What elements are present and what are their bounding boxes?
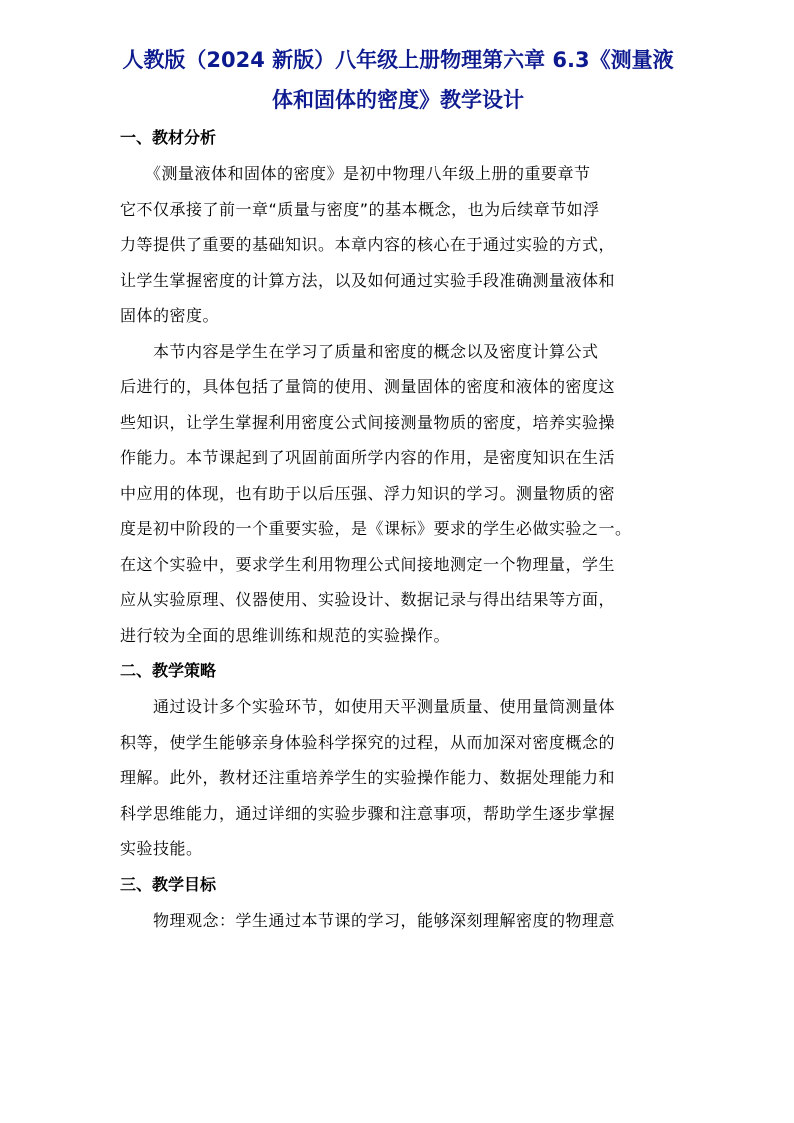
section-heading-teaching-strategy: 二、教学策略 (120, 661, 217, 680)
document-page (120, 40, 676, 938)
text-line: 本节内容是学生在学习了质量和密度的概念以及密度计算公式 (120, 341, 599, 361)
text-line: 它不仅承接了前一章“质量与密度”的基本概念，也为后续章节如浮 (120, 199, 600, 219)
text-line: 积等，使学生能够亲身体验科学探究的过程，从而加深对密度概念的 (120, 732, 616, 752)
text-line: 应从实验原理、仪器使用、实验设计、数据记录与得出结果等方面， (120, 590, 616, 609)
paragraph (120, 903, 676, 939)
text-line: 实验技能。 (120, 839, 203, 858)
paragraph (120, 334, 676, 654)
text-line: 在这个实验中，要求学生利用物理公式间接地测定一个物理量，学生 (120, 554, 616, 574)
text-line: 让学生掌握密度的计算方法，以及如何通过实验手段准确测量液体和 (120, 270, 616, 290)
text-line: 作能力。本节课起到了巩固前面所学内容的作用，是密度知识在生活 (120, 448, 616, 467)
section-heading-teaching-objectives: 三、教学目标 (120, 874, 217, 894)
title-line: 体和固体的密度》教学设计 (272, 88, 524, 112)
document-title (120, 40, 676, 120)
text-line: 力等提供了重要的基础知识。本章内容的核心在于通过实验的方式， (120, 235, 616, 254)
text-line: 理解。此外，教材还注重培养学生的实验操作能力、数据处理能力和 (120, 768, 616, 787)
paragraph (120, 689, 676, 867)
section-heading-textbook-analysis: 一、教材分析 (120, 128, 217, 147)
text-line: 度是初中阶段的一个重要实验，是《课标》要求的学生必做实验之一。 (120, 519, 632, 538)
title-line: 人教版（2024 新版）八年级上册物理第六章 6.3《测量液 (122, 48, 674, 72)
text-line: 固体的密度。 (120, 306, 220, 325)
text-line: 后进行的，具体包括了量筒的使用、测量固体的密度和液体的密度这 (120, 377, 616, 396)
text-line: 物理观念：学生通过本节课的学习，能够深刻理解密度的物理意 (120, 910, 616, 930)
text-line: 中应用的体现，也有助于以后压强、浮力知识的学习。测量物质的密 (120, 483, 616, 503)
text-line: 进行较为全面的思维训练和规范的实验操作。 (120, 625, 451, 645)
text-line: 科学思维能力，通过详细的实验步骤和注意事项，帮助学生逐步掌握 (120, 803, 616, 823)
paragraph (120, 156, 676, 334)
text-line: 通过设计多个实验环节，如使用天平测量质量、使用量筒测量体 (120, 697, 616, 716)
text-line: 《测量液体和固体的密度》是初中物理八年级上册的重要章节 (120, 164, 591, 183)
text-line: 些知识，让学生掌握利用密度公式间接测量物质的密度，培养实验操 (120, 412, 616, 432)
